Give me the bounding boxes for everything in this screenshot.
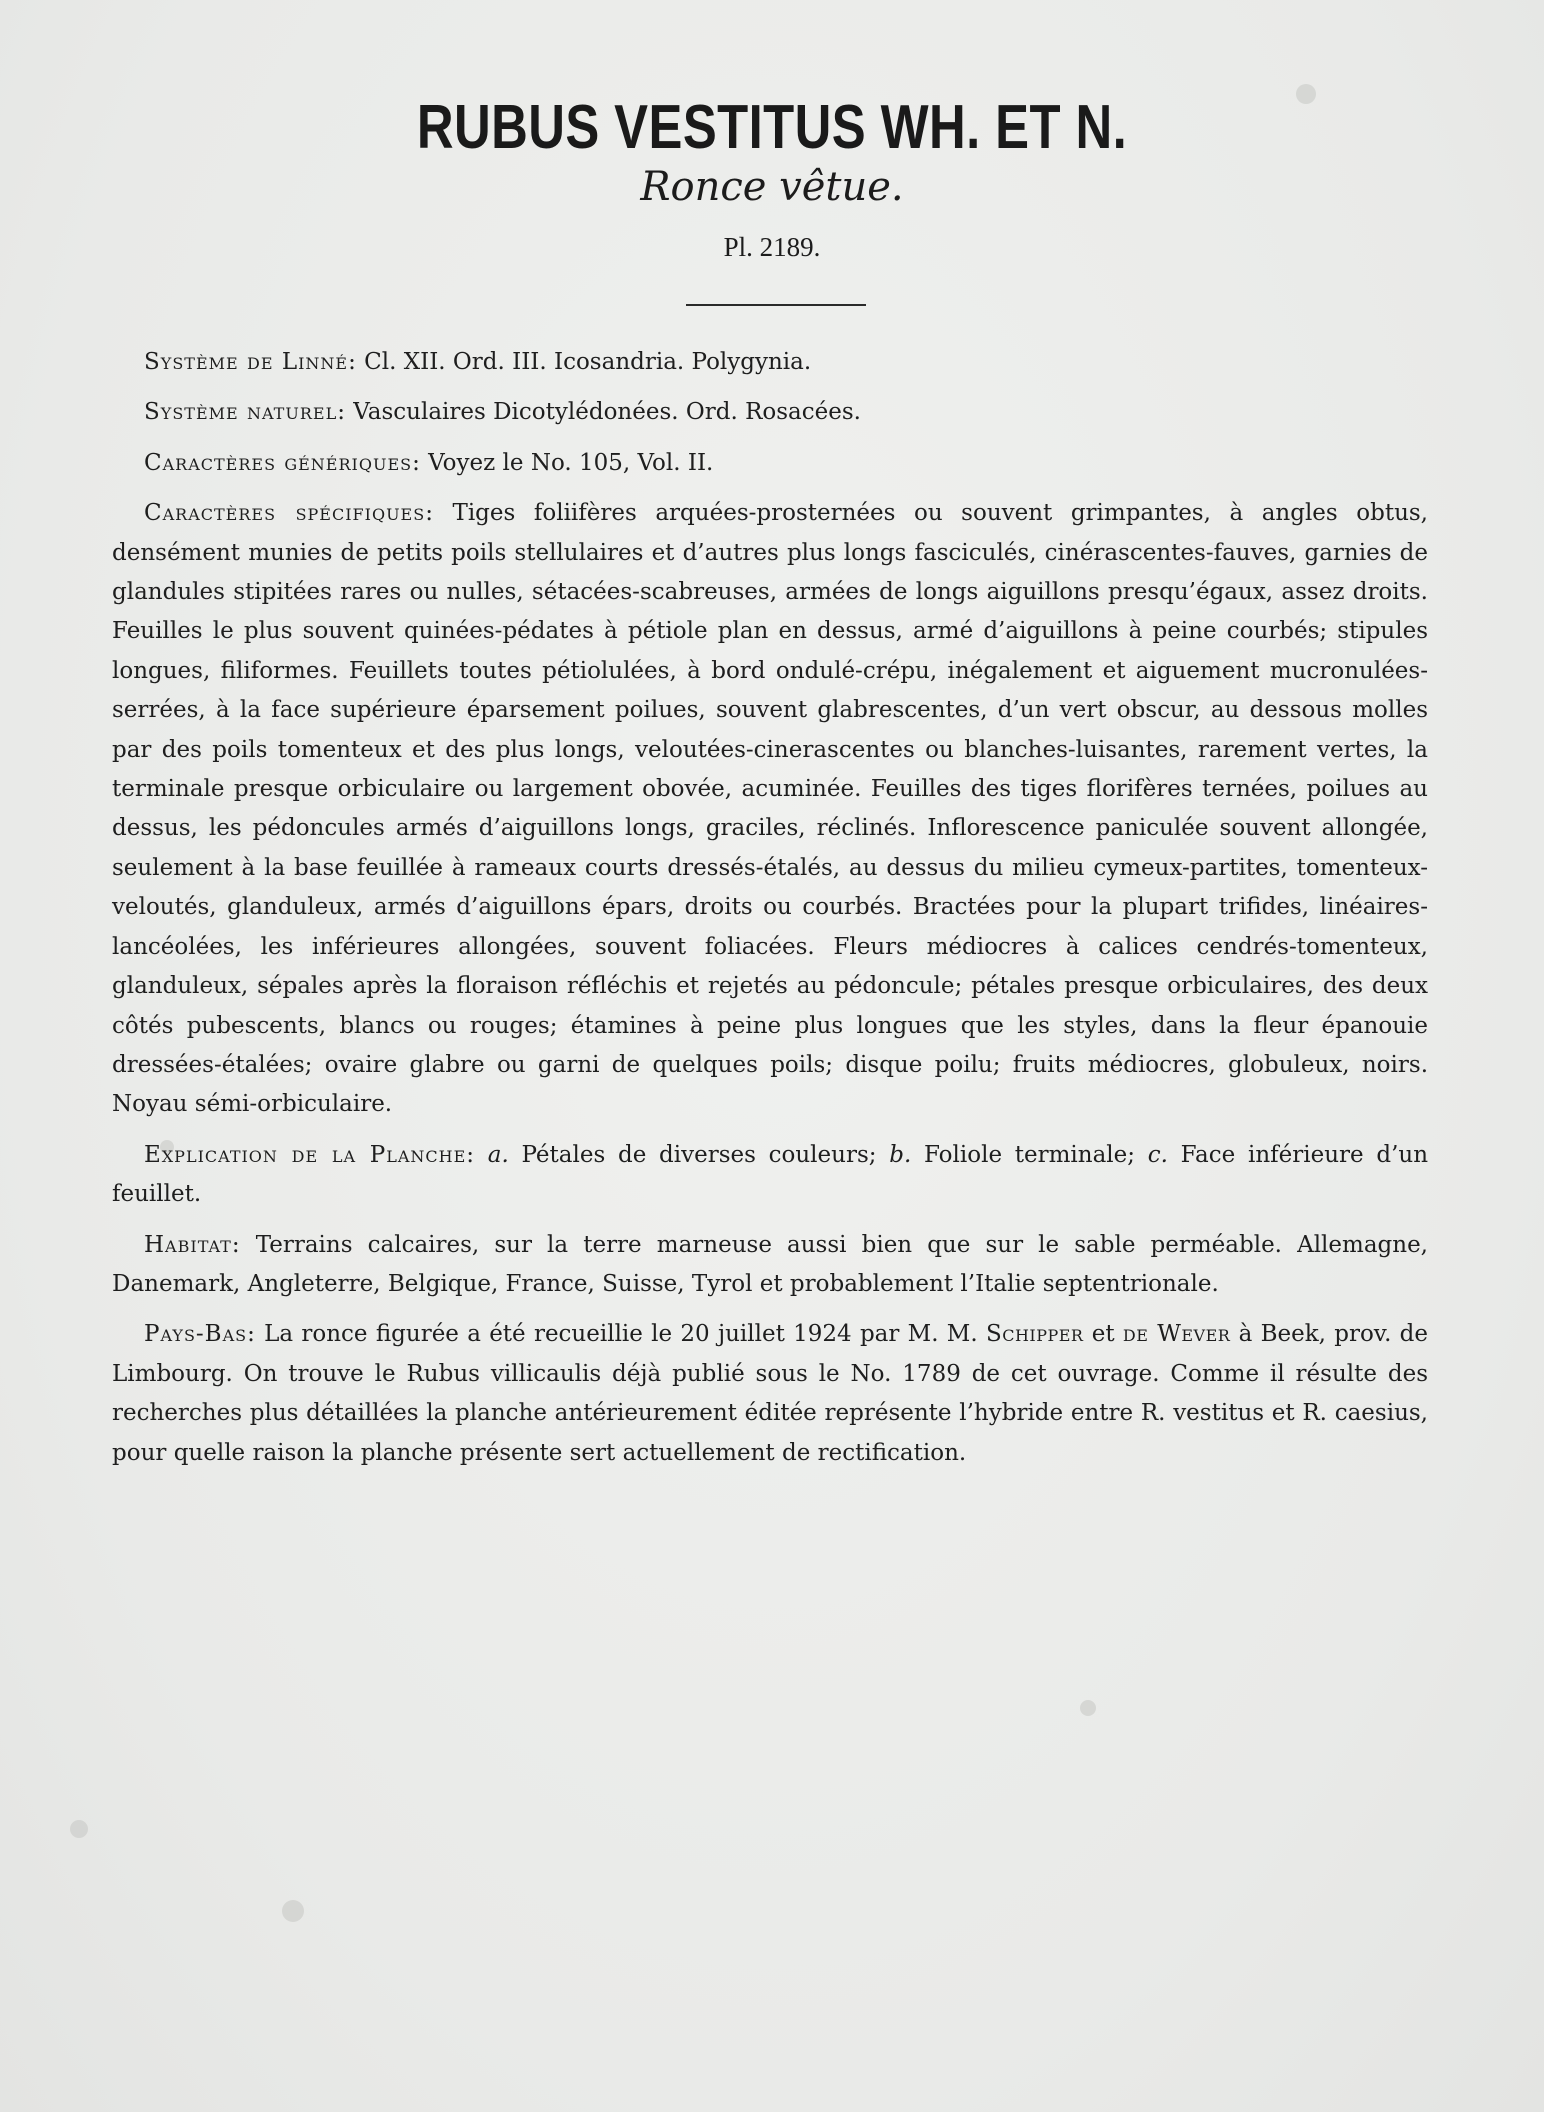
section-label: Habitat: xyxy=(144,1231,241,1258)
section-text: Terrains calcaires, sur la terre marneuse aussi bien que sur le sable perméable. Allemagne, Danemark, Angleterre, Belgique, France, Suisse, Tyrol et probablement l’Italie septentrionale. xyxy=(112,1231,1428,1297)
section-label: Caractères génériques: xyxy=(144,449,421,476)
section-text: Voyez le No. 105, Vol. II. xyxy=(420,449,714,476)
section-specifiques xyxy=(112,494,1428,1125)
title-divider xyxy=(686,304,866,306)
section-label: Système naturel: xyxy=(144,399,346,426)
section-naturel xyxy=(112,393,1428,432)
paper-speck xyxy=(282,1900,304,1922)
document-body xyxy=(112,343,1428,1484)
figure-letter-b: b. xyxy=(889,1141,912,1168)
page-title: RUBUS VESTITUS WH. ET N. xyxy=(416,93,1128,162)
collector-name: de Wever xyxy=(1122,1321,1231,1348)
section-paysbas xyxy=(112,1315,1428,1473)
section-label: Explication de la Planche: xyxy=(144,1141,476,1168)
figure-text-c: Face inférieure d’un feuillet. xyxy=(112,1141,1429,1208)
figure-text-b: Foliole terminale; xyxy=(911,1141,1148,1168)
section-text: et xyxy=(1083,1321,1123,1348)
collector-name: Schipper xyxy=(985,1321,1084,1348)
section-label: Pays-Bas: xyxy=(144,1321,256,1348)
plate-number: Pl. 2189. xyxy=(723,232,821,262)
section-generiques xyxy=(112,444,1428,483)
page-subtitle: Ronce vêtue. xyxy=(640,164,904,210)
section-habitat xyxy=(112,1226,1428,1305)
section-linne xyxy=(112,343,1428,382)
section-text: Vasculaires Dicotylédonées. Ord. Rosacées. xyxy=(345,399,861,426)
section-text: Cl. XII. Ord. III. Icosandria. Polygynia. xyxy=(356,349,812,375)
section-text: Tiges foliifères arquées-prosternées ou souvent grimpantes, à angles obtus, densément munies de petits poils stellulaires et d’autres plus longs fasciculés, cinérascentes-fauves, garnies de glandules stipitées rares ou nulles, sétacées-scabreuses, armées de longs aiguillons presqu’égaux, assez droits. Feuilles le plus souvent quinées-pédates à pétiole plan en dessus, armé d’aiguillons à peine courbés; stipules longues, filiformes. Feuillets toutes pétiolulées, à bord ondulé-crépu, inégalement et aiguement mucronulées-serrées, à la face supérieure éparsement poilues, souvent glabrescentes, d’un vert obscur, au dessous molles par des poils tomenteux et des plus longs, veloutées-cinerascentes ou blanches-luisantes, rarement vertes, la terminale presque orbiculaire ou largement obovée, acuminée. Feuilles des tiges florifères ternées, poilues au dessus, les pédoncules armés d’aiguillons longs, graciles, réclinés. Inflorescence paniculée souvent allongée, seulement à la base feuillée à rameaux courts dressés-étalés, au dessus du milieu cymeux-partites, tomenteux-veloutés, glanduleux, armés d’aiguillons épars, droits ou courbés. Bractées pour la plupart trifides, linéaires-lancéolées, les inférieures allongées, souvent foliacées. Fleurs médiocres à calices cendrés-tomenteux, glanduleux, sépales après la floraison réfléchis et rejetés au pédoncule; pétales presque orbiculaires, des deux côtés pubescents, blancs ou rouges; étamines à peine plus longues que les styles, dans la fleur épanouie dressées-étalées; ovaire glabre ou garni de quelques poils; disque poilu; fruits médiocres, globuleux, noirs. Noyau sémi-orbiculaire. xyxy=(112,500,1428,1118)
figure-letter-c: c. xyxy=(1147,1141,1168,1168)
section-text: à Beek, prov. de Limbourg. On trouve le Rubus villicaulis déjà publié sous le No. 1789 de cet ouvrage. Comme il résulte des recherches plus détaillées la planche antérieurement éditée représente l’hybride entre R. vestitus et R. caesius, pour quelle raison la planche présente sert actuellement de rectification. xyxy=(112,1321,1429,1466)
paper-speck xyxy=(70,1820,88,1838)
section-text: La ronce figurée a été recueillie le 20 juillet 1924 par M. M. xyxy=(255,1321,986,1348)
section-label: Système de Linné: xyxy=(144,349,357,375)
section-label: Caractères spécifiques: xyxy=(144,500,434,527)
section-explication xyxy=(112,1136,1428,1215)
figure-text-a: Pétales de diverses couleurs; xyxy=(508,1141,890,1168)
paper-speck xyxy=(1080,1700,1096,1716)
figure-letter-a: a. xyxy=(487,1141,509,1168)
